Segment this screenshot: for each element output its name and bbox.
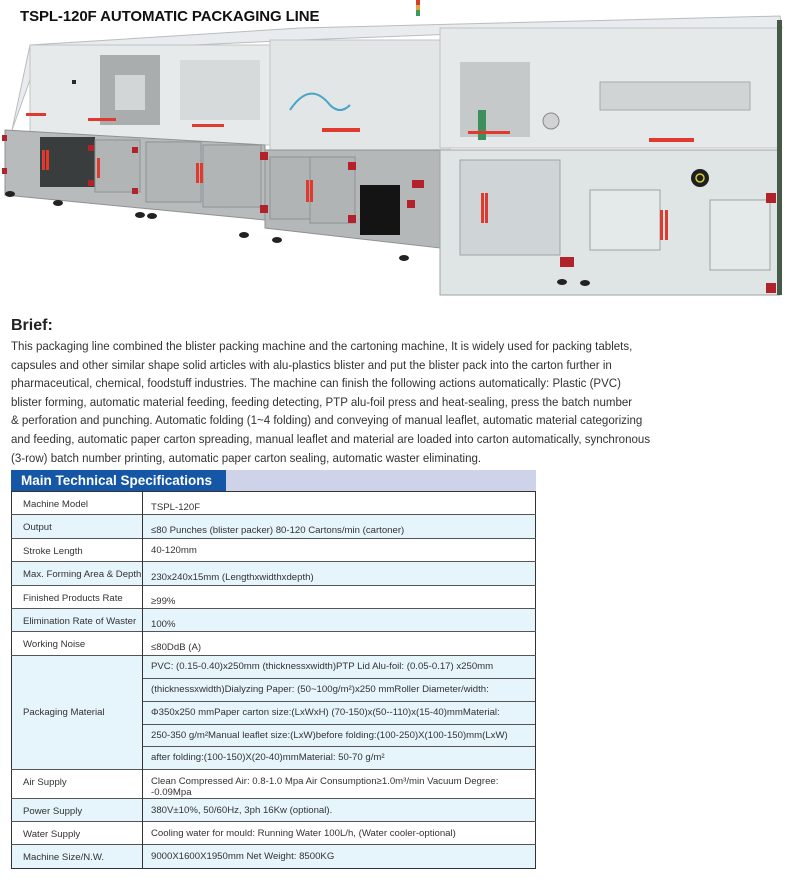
spec-label: Power Supply — [12, 798, 143, 821]
signal-tower-icon — [416, 0, 420, 16]
table-row — [12, 492, 536, 515]
spec-label: Machine Size/N.W. — [12, 845, 143, 868]
brief-line: capsules and other similar shape solid articles with alu-plastics blister and put the blister pack into the carton further in — [11, 357, 612, 372]
table-row — [12, 515, 536, 538]
spec-label: Packaging Material — [12, 655, 143, 769]
spec-label: Air Supply — [12, 769, 143, 798]
specs-table — [11, 491, 536, 869]
spec-value: ≥99% — [143, 585, 536, 608]
spec-value: ≤80 Punches (blister packer) 80-120 Cartons/min (cartoner) — [143, 515, 536, 538]
brief-line: pharmaceutical, chemical, foodstuff industries. The machine can finish the following actions automatically: Plastic (PVC) — [11, 376, 621, 391]
table-row — [12, 632, 536, 655]
spec-value: Clean Compressed Air: 0.8-1.0 Mpa Air Consumption≥1.0m³/min Vacuum Degree: -0.09Mpa — [143, 769, 536, 798]
table-row — [12, 769, 536, 798]
brief-line: and feeding, automatic paper carton spreading, manual leaflet and material are loaded into carton automatically, synchronous — [11, 431, 651, 446]
spec-label: Max. Forming Area & Depth — [12, 562, 143, 585]
table-row — [12, 798, 536, 821]
spec-value: TSPL-120F — [151, 502, 201, 513]
document-title: TSPL-120F AUTOMATIC PACKAGING LINE — [20, 8, 320, 25]
spec-value: 9000X1600X1950mm Net Weight: 8500KG — [143, 845, 536, 868]
brief-line: (3-row) batch number printing, automatic paper carton sealing, automatic waster eliminating. — [11, 450, 482, 465]
spec-label: Stroke Length — [12, 538, 143, 561]
spec-value: 100% — [143, 608, 536, 631]
spec-value-line: Φ350x250 mmPaper carton size:(LxWxH) (70-150)x(50--110)x(15-40)mmMaterial: — [143, 701, 535, 724]
spec-value: 230x240x15mm (Lengthxwidthxdepth) — [143, 562, 536, 585]
machine-photo — [0, 0, 800, 305]
table-row-packaging — [12, 655, 536, 769]
brief-line: blister forming, automatic material feeding, feeding detecting, PTP alu-foil press and heat-sealing, press the batch number — [11, 394, 633, 409]
spec-label: Output — [12, 515, 143, 538]
spec-label: Machine Model — [12, 492, 143, 515]
spec-value: Cooling water for mould: Running Water 100L/h, (Water cooler-optional) — [143, 822, 536, 845]
table-row — [12, 538, 536, 561]
table-row — [12, 822, 536, 845]
brief-paragraph — [11, 337, 790, 467]
brief-heading: Brief: — [11, 317, 53, 334]
spec-value-line: after folding:(100-150)X(20-40)mmMaterial: 50-70 g/m² — [143, 746, 535, 769]
spec-value: 40-120mm — [143, 538, 536, 561]
specs-heading: Main Technical Specifications — [11, 470, 226, 491]
table-row — [12, 608, 536, 631]
spec-value-line: (thicknessxwidth)Dialyzing Paper: (50~100g/m²)x250 mmRoller Diameter/width: — [143, 678, 535, 701]
spec-label: Elimination Rate of Waster — [12, 608, 143, 631]
spec-value: ≤80DdB (A) — [143, 632, 536, 655]
spec-value: 380V±10%, 50/60Hz, 3ph 16Kw (optional). — [143, 798, 536, 821]
brief-line: This packaging line combined the blister packing machine and the cartoning machine, It is widely used for packing tablets, — [11, 339, 633, 353]
spec-value-line: PVC: (0.15-0.40)x250mm (thicknessxwidth)PTP Lid Alu-foil: (0.05-0.17) x250mm — [151, 660, 494, 672]
specs-header-bar — [11, 470, 536, 491]
brief-line: & perforation and punching. Automatic folding (1~4 folding) and conveying of manual leaflet, automatic material categorizing — [11, 413, 643, 428]
table-row — [12, 845, 536, 868]
table-row — [12, 562, 536, 585]
spec-label: Working Noise — [12, 632, 143, 655]
spec-label: Water Supply — [12, 822, 143, 845]
spec-value-line: 250-350 g/m²Manual leaflet size:(LxW)before folding:(100-250)X(100-150)mm(LxW) — [143, 724, 535, 747]
spec-value-multiline — [143, 655, 536, 769]
table-row — [12, 585, 536, 608]
spec-label: Finished Products Rate — [12, 585, 143, 608]
